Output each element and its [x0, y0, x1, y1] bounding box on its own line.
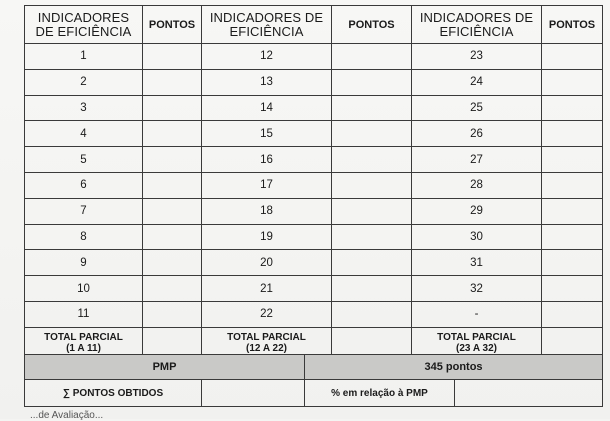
table-row	[25, 276, 603, 302]
table-row	[25, 224, 603, 250]
points-cell[interactable]	[332, 276, 412, 302]
indicator-cell: 12	[202, 44, 332, 70]
table-row	[25, 95, 603, 121]
table-row	[25, 69, 603, 95]
indicator-cell: 16	[202, 147, 332, 173]
points-cell[interactable]	[542, 121, 603, 147]
total-label-text: TOTAL PARCIAL	[44, 331, 123, 343]
indicator-cell: 18	[202, 198, 332, 224]
indicator-cell: 13	[202, 69, 332, 95]
points-cell[interactable]	[332, 301, 412, 327]
indicator-cell: -	[412, 301, 542, 327]
points-cell[interactable]	[143, 250, 202, 276]
indicator-cell: 4	[25, 121, 143, 147]
table-row	[25, 44, 603, 70]
points-cell[interactable]	[332, 198, 412, 224]
pontos-obtidos-label: ∑ PONTOS OBTIDOS	[25, 380, 202, 407]
indicator-cell: 3	[25, 95, 143, 121]
points-cell[interactable]	[542, 250, 603, 276]
points-cell[interactable]	[332, 95, 412, 121]
points-cell[interactable]	[542, 44, 603, 70]
indicator-cell: 32	[412, 276, 542, 302]
points-cell[interactable]	[332, 224, 412, 250]
points-cell[interactable]	[332, 69, 412, 95]
header-text: DE EFICIÊNCIA	[35, 23, 132, 39]
indicator-cell: 21	[202, 276, 332, 302]
indicator-cell: 22	[202, 301, 332, 327]
efficiency-indicators-table	[24, 5, 603, 359]
points-cell[interactable]	[542, 147, 603, 173]
header-indicadores-2	[202, 6, 332, 44]
table-row	[25, 121, 603, 147]
indicator-cell: 10	[25, 276, 143, 302]
header-pontos-1: PONTOS	[143, 6, 202, 44]
points-cell[interactable]	[332, 44, 412, 70]
points-cell[interactable]	[542, 95, 603, 121]
header-pontos-3: PONTOS	[542, 6, 603, 44]
table-header	[25, 6, 603, 44]
points-cell[interactable]	[143, 44, 202, 70]
header-indicadores-1	[25, 6, 143, 44]
indicator-cell: 20	[202, 250, 332, 276]
points-cell[interactable]	[542, 224, 603, 250]
total-label-text: TOTAL PARCIAL	[227, 331, 306, 343]
points-cell[interactable]	[143, 95, 202, 121]
points-cell[interactable]	[143, 276, 202, 302]
total-range-text: (1 A 11)	[66, 342, 101, 354]
total-range-text: (23 A 32)	[456, 342, 497, 354]
total-range-text: (12 A 22)	[246, 342, 287, 354]
indicator-cell: 29	[412, 198, 542, 224]
pmp-row	[25, 355, 603, 380]
indicator-cell: 8	[25, 224, 143, 250]
header-text: INDICADORES DE	[419, 9, 534, 25]
header-text: EFICIÊNCIA	[439, 23, 514, 39]
table-row	[25, 250, 603, 276]
points-cell[interactable]	[542, 276, 603, 302]
indicator-cell: 31	[412, 250, 542, 276]
indicator-cell: 17	[202, 172, 332, 198]
points-cell[interactable]	[332, 172, 412, 198]
indicator-cell: 5	[25, 147, 143, 173]
pmp-label: PMP	[25, 355, 305, 380]
indicator-cell: 7	[25, 198, 143, 224]
header-text: EFICIÊNCIA	[229, 23, 304, 39]
indicator-cell: 24	[412, 69, 542, 95]
points-cell[interactable]	[332, 250, 412, 276]
table-row	[25, 172, 603, 198]
footnote-text: ...de Avaliação...	[30, 410, 104, 421]
indicator-cell: 6	[25, 172, 143, 198]
points-cell[interactable]	[332, 121, 412, 147]
percent-pmp-value[interactable]	[455, 380, 603, 407]
points-cell[interactable]	[143, 69, 202, 95]
header-indicadores-3	[412, 6, 542, 44]
points-cell[interactable]	[542, 69, 603, 95]
points-cell[interactable]	[143, 121, 202, 147]
points-cell[interactable]	[143, 147, 202, 173]
header-text: INDICADORES DE	[209, 9, 324, 25]
header-pontos-2: PONTOS	[332, 6, 412, 44]
indicator-cell: 27	[412, 147, 542, 173]
points-cell[interactable]	[542, 172, 603, 198]
indicator-cell: 25	[412, 95, 542, 121]
points-cell[interactable]	[143, 172, 202, 198]
indicator-cell: 15	[202, 121, 332, 147]
table-row	[25, 147, 603, 173]
pontos-obtidos-value[interactable]	[202, 380, 305, 407]
points-cell[interactable]	[332, 147, 412, 173]
points-cell[interactable]	[143, 301, 202, 327]
indicator-cell: 30	[412, 224, 542, 250]
indicator-cell: 9	[25, 250, 143, 276]
indicator-cell: 2	[25, 69, 143, 95]
total-label-text: TOTAL PARCIAL	[437, 331, 516, 343]
points-cell[interactable]	[542, 301, 603, 327]
pontos-obtidos-row	[25, 380, 603, 407]
table-row	[25, 301, 603, 327]
summary-table	[24, 354, 603, 407]
indicator-cell: 26	[412, 121, 542, 147]
indicator-cell: 28	[412, 172, 542, 198]
points-cell[interactable]	[143, 198, 202, 224]
points-cell[interactable]	[542, 198, 603, 224]
header-text: INDICADORES	[37, 9, 130, 25]
indicator-cell: 1	[25, 44, 143, 70]
indicator-cell: 14	[202, 95, 332, 121]
points-cell[interactable]	[143, 224, 202, 250]
percent-pmp-label: % em relação à PMP	[305, 380, 455, 407]
pmp-value: 345 pontos	[305, 355, 603, 380]
indicator-cell: 23	[412, 44, 542, 70]
indicator-cell: 11	[25, 301, 143, 327]
table-row	[25, 198, 603, 224]
indicator-cell: 19	[202, 224, 332, 250]
